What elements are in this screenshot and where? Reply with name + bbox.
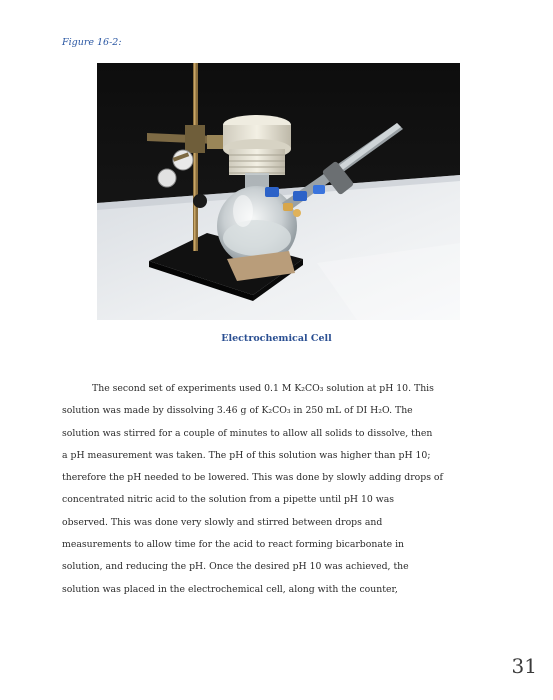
electrochemical-cell-photo (97, 63, 460, 320)
figure-label: Figure 16-2: (62, 37, 122, 48)
page-number: 31 (511, 654, 537, 678)
body-line: observed. This was done very slowly and stirred between drops and (62, 516, 383, 528)
figure-caption: Electrochemical Cell (221, 333, 332, 344)
body-line: solution was made by dissolving 3.46 g of K₂CO₃ in 250 mL of DI H₂O. The (62, 405, 413, 417)
body-line: solution was placed in the electrochemical cell, along with the counter, (62, 583, 398, 595)
body-line: solution was stirred for a couple of minutes to allow all solids to dissolve, then (62, 427, 433, 439)
body-paragraph (62, 383, 512, 606)
body-line: a pH measurement was taken. The pH of this solution was higher than pH 10; (62, 449, 431, 461)
body-line: measurements to allow time for the acid to react forming bicarbonate in (62, 539, 405, 551)
body-line: The second set of experiments used 0.1 M K₂CO₃ solution at pH 10. This (92, 383, 434, 394)
body-line: concentrated nitric acid to the solution from a pipette until pH 10 was (62, 494, 395, 506)
body-line: solution, and reducing the pH. Once the desired pH 10 was achieved, the (62, 561, 409, 573)
body-line: therefore the pH needed to be lowered. This was done by slowly adding drops of (62, 472, 443, 484)
